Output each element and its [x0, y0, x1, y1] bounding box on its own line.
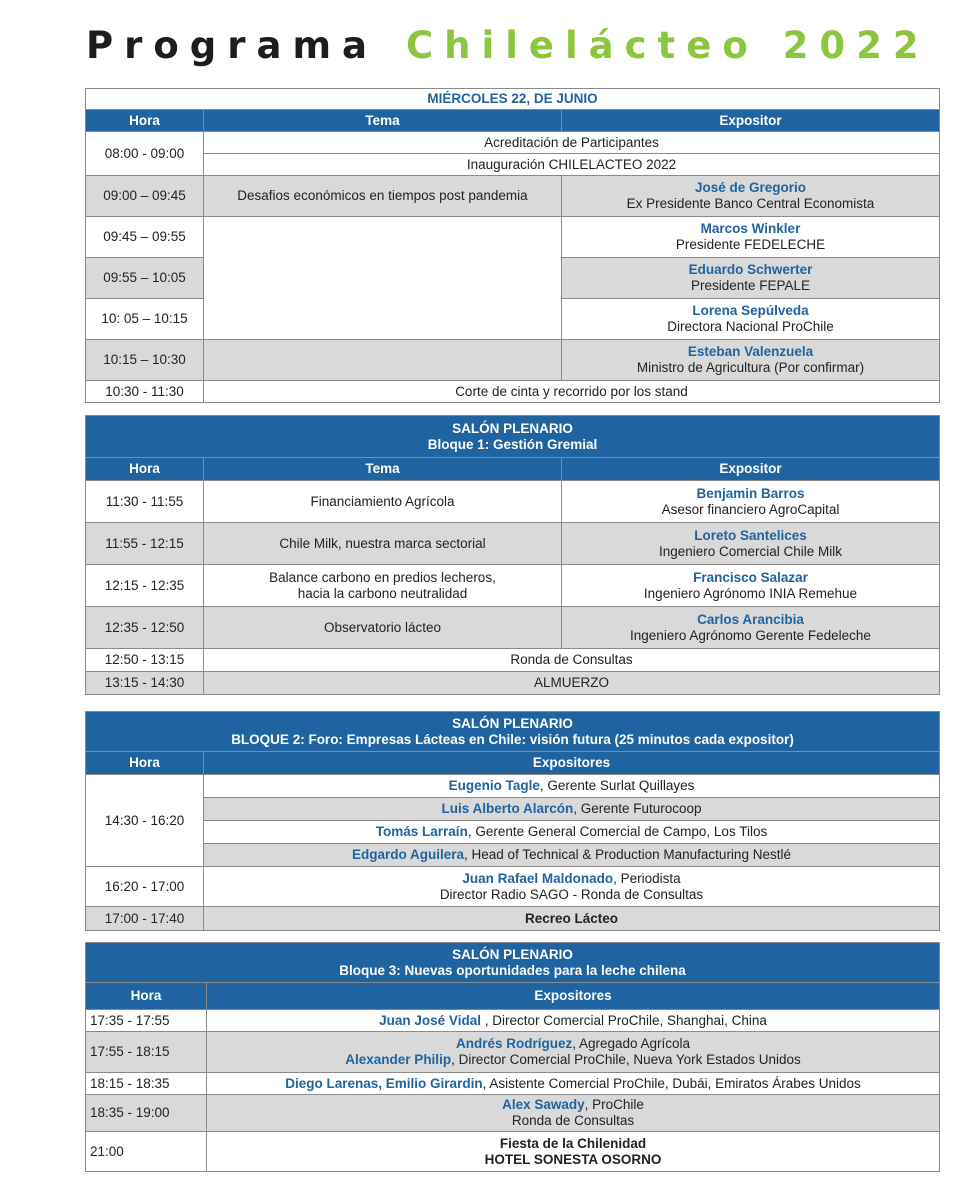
block2-table [85, 711, 940, 931]
speaker-row [204, 867, 940, 907]
title-programa: Programa [86, 24, 379, 67]
speaker-name: Esteban Valenzuela [687, 344, 814, 359]
page-title [86, 24, 930, 74]
speaker-cell [562, 340, 940, 381]
speaker-role: , Agregado Agrícola [572, 1036, 691, 1051]
header-hora: Hora [86, 110, 204, 132]
time-cell: 21:00 [86, 1132, 207, 1172]
event-line2: HOTEL SONESTA OSORNO [484, 1151, 662, 1167]
speaker-role: , Periodista [613, 870, 681, 886]
speaker-name: Tomás Larraín [375, 824, 468, 839]
time-cell: 14:30 - 16:20 [86, 775, 204, 867]
time-cell: 11:30 - 11:55 [86, 481, 204, 523]
block-title-line1: SALÓN PLENARIO [452, 420, 573, 436]
block-title [86, 416, 940, 458]
speaker-cell [562, 607, 940, 649]
header-hora: Hora [86, 752, 204, 775]
event-line1: Fiesta de la Chilenidad [499, 1135, 647, 1151]
topic-cell [204, 565, 562, 607]
speaker-name: Diego Larenas, Emilio Girardin [285, 1075, 483, 1091]
block-title-line1: SALÓN PLENARIO [452, 715, 573, 731]
time-cell: 12:35 - 12:50 [86, 607, 204, 649]
speaker-role: , Director Comercial ProChile, Nueva York Estados Unidos [451, 1052, 801, 1067]
speaker-row [207, 1095, 940, 1132]
activity-cell: Recreo Lácteo [204, 907, 940, 931]
block3-table [85, 942, 940, 1172]
speaker-role: Asesor financiero AgroCapital [661, 501, 840, 517]
speaker-line2: Ronda de Consultas [511, 1113, 635, 1128]
activity-cell: Corte de cinta y recorrido por los stand [204, 381, 940, 403]
time-cell: 12:15 - 12:35 [86, 565, 204, 607]
speaker-role: Ex Presidente Banco Central Economista [626, 196, 875, 211]
topic-cell-empty [204, 217, 562, 340]
block1-table [85, 415, 940, 695]
time-cell: 10: 05 – 10:15 [86, 299, 204, 340]
speaker-cell [562, 217, 940, 258]
header-hora: Hora [86, 983, 207, 1010]
speaker-row [204, 775, 940, 798]
time-cell: 16:20 - 17:00 [86, 867, 204, 907]
speaker-line2: Director Radio SAGO - Ronda de Consultas [439, 886, 704, 902]
title-event: Chilelácteo 2022 [406, 24, 930, 67]
topic-line2: hacia la carbono neutralidad [297, 585, 468, 601]
speaker-role: Directora Nacional ProChile [667, 319, 834, 334]
topic-cell: Desafios económicos en tiempos post pandemia [204, 176, 562, 217]
speaker-role: Ministro de Agricultura (Por confirmar) [636, 360, 865, 375]
block-title [86, 943, 940, 983]
speaker-role: Presidente FEDELECHE [675, 237, 826, 252]
time-cell: 10:30 - 11:30 [86, 381, 204, 403]
speaker-cell [562, 565, 940, 607]
time-cell: 18:35 - 19:00 [86, 1095, 207, 1132]
speaker-role: , Asistente Comercial ProChile, Dubái, Emiratos Árabes Unidos [482, 1075, 861, 1091]
topic-cell: Financiamiento Agrícola [204, 481, 562, 523]
speaker-name: Eduardo Schwerter [688, 262, 813, 277]
time-cell: 09:55 – 10:05 [86, 258, 204, 299]
header-tema: Tema [204, 110, 562, 132]
speaker-role: Presidente FEPALE [690, 278, 811, 293]
speaker-role: , Head of Technical & Production Manufacturing Nestlé [464, 847, 791, 862]
block-title-line2: Bloque 3: Nuevas oportunidades para la leche chilena [339, 962, 686, 978]
speaker-role: , Director Comercial ProChile, Shanghai, China [480, 1012, 767, 1028]
speaker-name: Marcos Winkler [700, 221, 801, 236]
speaker-cell [562, 176, 940, 217]
topic-cell-empty [204, 340, 562, 381]
speaker-cell [562, 299, 940, 340]
time-cell: 08:00 - 09:00 [86, 132, 204, 176]
speaker-row [204, 798, 940, 821]
speaker-role: Ingeniero Comercial Chile Milk [658, 543, 843, 559]
block-title-line2: BLOQUE 2: Foro: Empresas Lácteas en Chile: visión futura (25 minutos cada expositor) [231, 731, 794, 747]
speaker-role: , Gerente Surlat Quillayes [539, 778, 695, 793]
speaker-name: Edgardo Aguilera [352, 847, 465, 862]
speaker-name: Alexander Philip [345, 1052, 452, 1067]
speaker-row [204, 844, 940, 867]
block-title-line1: SALÓN PLENARIO [452, 946, 573, 962]
time-cell: 11:55 - 12:15 [86, 523, 204, 565]
speaker-role: Ingeniero Agrónomo Gerente Fedeleche [630, 627, 871, 643]
speaker-row [207, 1073, 940, 1095]
speaker-name: Andrés Rodríguez [455, 1036, 573, 1051]
speaker-name: Juan Rafael Maldonado [462, 870, 614, 886]
schedule-day-table [85, 88, 940, 403]
speaker-cell [562, 481, 940, 523]
time-cell: 17:55 - 18:15 [86, 1032, 207, 1073]
speaker-name: Alex Sawady [502, 1097, 585, 1112]
speaker-cell [562, 258, 940, 299]
day-title: MIÉRCOLES 22, DE JUNIO [86, 89, 940, 110]
speaker-role: , ProChile [584, 1097, 644, 1112]
speaker-name: Carlos Arancibia [697, 611, 804, 627]
activity-cell [207, 1132, 940, 1172]
topic-line1: Balance carbono en predios lecheros, [269, 569, 496, 585]
header-expositor: Expositor [562, 110, 940, 132]
time-cell: 09:00 – 09:45 [86, 176, 204, 217]
speaker-row [204, 821, 940, 844]
header-expositores: Expositores [204, 752, 940, 775]
time-cell: 10:15 – 10:30 [86, 340, 204, 381]
activity-cell: Ronda de Consultas [204, 649, 940, 672]
speaker-name: José de Gregorio [694, 180, 807, 195]
block-title-line2: Bloque 1: Gestión Gremial [427, 436, 598, 452]
speaker-name: Eugenio Tagle [448, 778, 540, 793]
speaker-name: Juan José Vidal [379, 1012, 481, 1028]
time-cell: 17:00 - 17:40 [86, 907, 204, 931]
speaker-row [207, 1010, 940, 1032]
speaker-name: Lorena Sepúlveda [692, 303, 809, 318]
activity-cell: Inauguración CHILELACTEO 2022 [204, 154, 940, 176]
header-expositores: Expositores [207, 983, 940, 1010]
activity-cell: ALMUERZO [204, 672, 940, 695]
speaker-role: Ingeniero Agrónomo INIA Remehue [643, 585, 858, 601]
header-expositor: Expositor [562, 458, 940, 481]
block-title [86, 712, 940, 752]
header-tema: Tema [204, 458, 562, 481]
speaker-name: Francisco Salazar [693, 569, 808, 585]
activity-cell: Acreditación de Participantes [204, 132, 940, 154]
topic-cell: Observatorio lácteo [204, 607, 562, 649]
speaker-name: Luis Alberto Alarcón [441, 801, 574, 816]
time-cell: 09:45 – 09:55 [86, 217, 204, 258]
speaker-row [207, 1032, 940, 1073]
topic-cell: Chile Milk, nuestra marca sectorial [204, 523, 562, 565]
speaker-cell [562, 523, 940, 565]
header-hora: Hora [86, 458, 204, 481]
time-cell: 17:35 - 17:55 [86, 1010, 207, 1032]
speaker-role: , Gerente General Comercial de Campo, Los Tilos [467, 824, 768, 839]
time-cell: 12:50 - 13:15 [86, 649, 204, 672]
speaker-name: Loreto Santelices [694, 527, 807, 543]
time-cell: 13:15 - 14:30 [86, 672, 204, 695]
time-cell: 18:15 - 18:35 [86, 1073, 207, 1095]
speaker-role: , Gerente Futurocoop [573, 801, 702, 816]
speaker-name: Benjamin Barros [696, 485, 805, 501]
